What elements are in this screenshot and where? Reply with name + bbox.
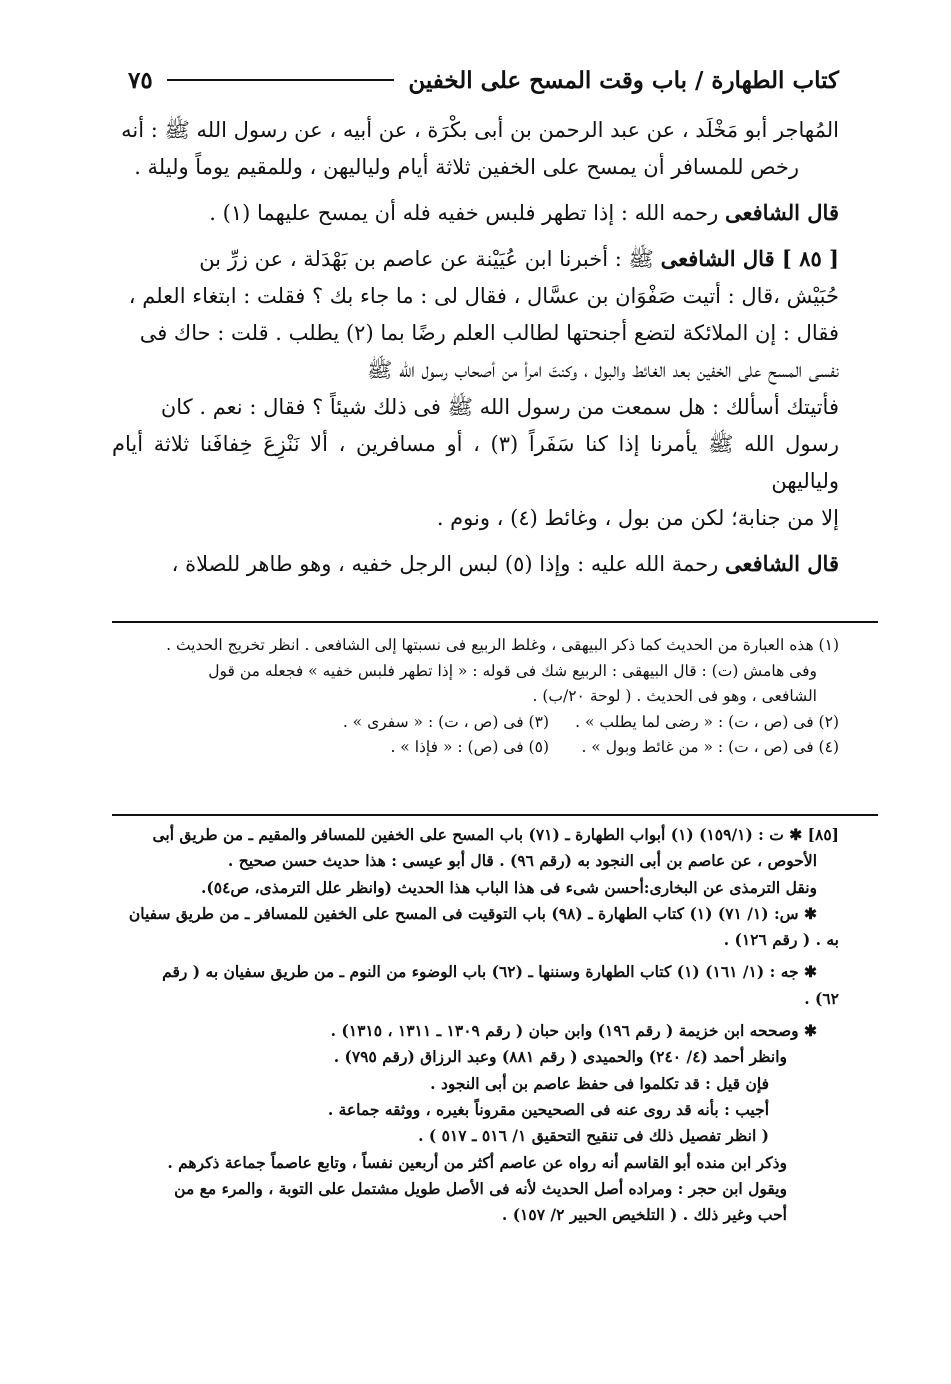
text-line: ﷺ : أخبرنا ابن عُيَيْنة عن عاصم بن بَهْدَلة ، عن زرِّ بن [199,247,654,271]
text-line: إلا من جنابة؛ لكن من بول ، وغائط (٤) ، ونوم . [436,506,839,530]
hadith-number-label: [ ٨٥ ] قال الشافعى [660,246,839,271]
text-line: المُهاجر أبو مَخْلَد ، عن عبد الرحمن بن أبى بكْرَة ، عن أبيه ، عن رسول الله ﷺ : أنه [121,118,839,142]
text-line: رسول الله ﷺ يأمرنا إذا كنا سَفَراً (٣) ، أو مسافرين ، ألا نَنْزِعَ خِفافَنا ثلاثة أيام ولياليهن [112,432,839,493]
takhrij-line: ✱ س: (١/ ٧١) (١) كتاب الطهارة ـ (٩٨) باب التوقيت فى المسح على الخفين للمسافر ـ من طريق سفيان [128,903,817,923]
footnote-3: (٣) فى (ص ، ت) : « سفرى » . [342,712,549,731]
footnote-pair [112,735,839,761]
takhrij-section [112,822,839,1228]
takhrij-line: الأحوص ، عن عاصم بن أبى النجود به (رقم ٩٦) . قال أبو عيسى : هذا حديث حسن صحيح . [227,851,817,871]
takhrij-line: ٦٢) . [804,988,839,1008]
footnote-line: وفى هامش (ت) : قال البيهقى : الربيع شك فى قوله : « إذا تطهر فلبس خفيه » فجعله من قول [208,661,817,680]
footnote-pair [112,710,839,736]
text-line: رحمة الله عليه : وإذا (٥) لبس الرجل خفيه ، وهو طاهر للصلاة ، [171,552,719,576]
speaker-label: قال الشافعى [724,551,839,576]
text-line: نفسى المسح على الخفين بعد الغائط والبول ، وكنتَ امرأ من أصحاب رسول الله ﷺ [367,358,839,382]
paragraph-hadith-85 [112,240,839,537]
running-title: كتاب الطهارة / باب وقت المسح على الخفين [408,66,839,94]
speaker-label: قال الشافعى [724,200,839,225]
header-rule [167,79,395,81]
takhrij-line: ( انظر تفصيل ذلك فى تنقيح التحقيق ١/ ٥١٦ ـ ٥١٧ ) . [418,1126,769,1146]
main-text [112,112,839,583]
takhrij-line: ويقول ابن حجر : ومراده أصل الحديث لأنه فى الأصل طويل مشتمل على التوبة ، والمرء مع من [174,1178,787,1198]
footnote-5: (٥) فى (ص) : « فإذا » . [390,738,549,756]
takhrij-line: أحب وغير ذلك . ( التلخيص الحبير ٢/ ١٥٧) . [501,1205,787,1225]
paragraph-1 [112,112,839,186]
page-number: ٧٥ [128,66,153,94]
takhrij-line: فإن قيل : قد تكلموا فى حفظ عاصم بن أبى النجود . [430,1073,769,1093]
text-line: حُبَيْش ،قال : أتيت صَفْوَان بن عسَّال ، فقال لى : ما جاء بك ؟ فقلت : ابتغاء العلم ، [128,284,839,308]
takhrij-line: [٨٥] ✱ ت : (١٥٩/١) (١) أبواب الطهارة ـ (٧١) باب المسح على الخفين للمسافر والمقيم ـ من طريق أبى [152,825,839,844]
text-line: رخص للمسافر أن يمسح على الخفين ثلاثة أيام ولياليهن ، وللمقيم يوماً وليلة . [134,155,799,179]
text-line: رحمه الله : إذا تطهر فلبس خفيه فله أن يمسح عليهما (١) . [209,201,719,225]
paragraph-2 [112,194,839,232]
paragraph-4 [112,545,839,583]
footnote-4: (٤) فى (ص ، ت) : « من غائط وبول » . [581,738,839,756]
takhrij-line: ونقل الترمذى عن البخارى:أحسن شىء فى هذا الباب هذا الحديث (وانظر علل الترمذى، ص٥٤). [201,877,817,897]
footnotes [112,633,839,761]
takhrij-line: وانظر أحمد (٤/ ٢٤٠) والحميدى ( رقم ٨٨١) وعبد الرزاق (رقم ٧٩٥) . [333,1047,787,1067]
takhrij-line: ✱ وصححه ابن خزيمة ( رقم ١٩٦) وابن حبان ( رقم ١٣٠٩ ـ ١٣١١ ، ١٣١٥) . [330,1021,817,1041]
takhrij-separator [112,814,878,816]
text-line: فقال : إن الملائكة لتضع أجنحتها لطالب العلم رضًا بما (٢) يطلب . قلت : حاك فى [139,321,839,345]
footnote-1: (١) هذه العبارة من الحديث كما ذكر البيهقى ، وغلط الربيع فى نسبتها إلى الشافعى . انظر تخريج الحديث . [166,636,839,654]
takhrij-line: أجيب : بأنه قد روى عنه فى الصحيحين مقروناً بغيره ، ووثقه جماعة . [327,1099,769,1119]
running-head [128,60,839,100]
takhrij-line: به . ( رقم ١٢٦) . [723,930,839,950]
footnote-line: الشافعى ، وهو فى الحديث . ( لوحة ٢٠/ب) . [532,687,817,705]
takhrij-line: ✱ جه : (١/ ١٦١) (١) كتاب الطهارة وسننها ـ (٦٢) باب الوضوء من النوم ـ من طريق سفيان به ( رقم [162,962,817,982]
text-line: فأتيتك أسألك : هل سمعت من رسول الله ﷺ فى ذلك شيئاً ؟ فقال : نعم . كان [160,395,839,419]
footnote-2: (٢) فى (ص ، ت) : « رضى لما يطلب » . [575,712,839,731]
footnote-separator [112,621,878,623]
takhrij-line: وذكر ابن منده أبو القاسم أنه رواه عن عاصم أكثر من أربعين نفساً ، وتابع عاصماً جماعة ذكرهم . [167,1152,787,1172]
